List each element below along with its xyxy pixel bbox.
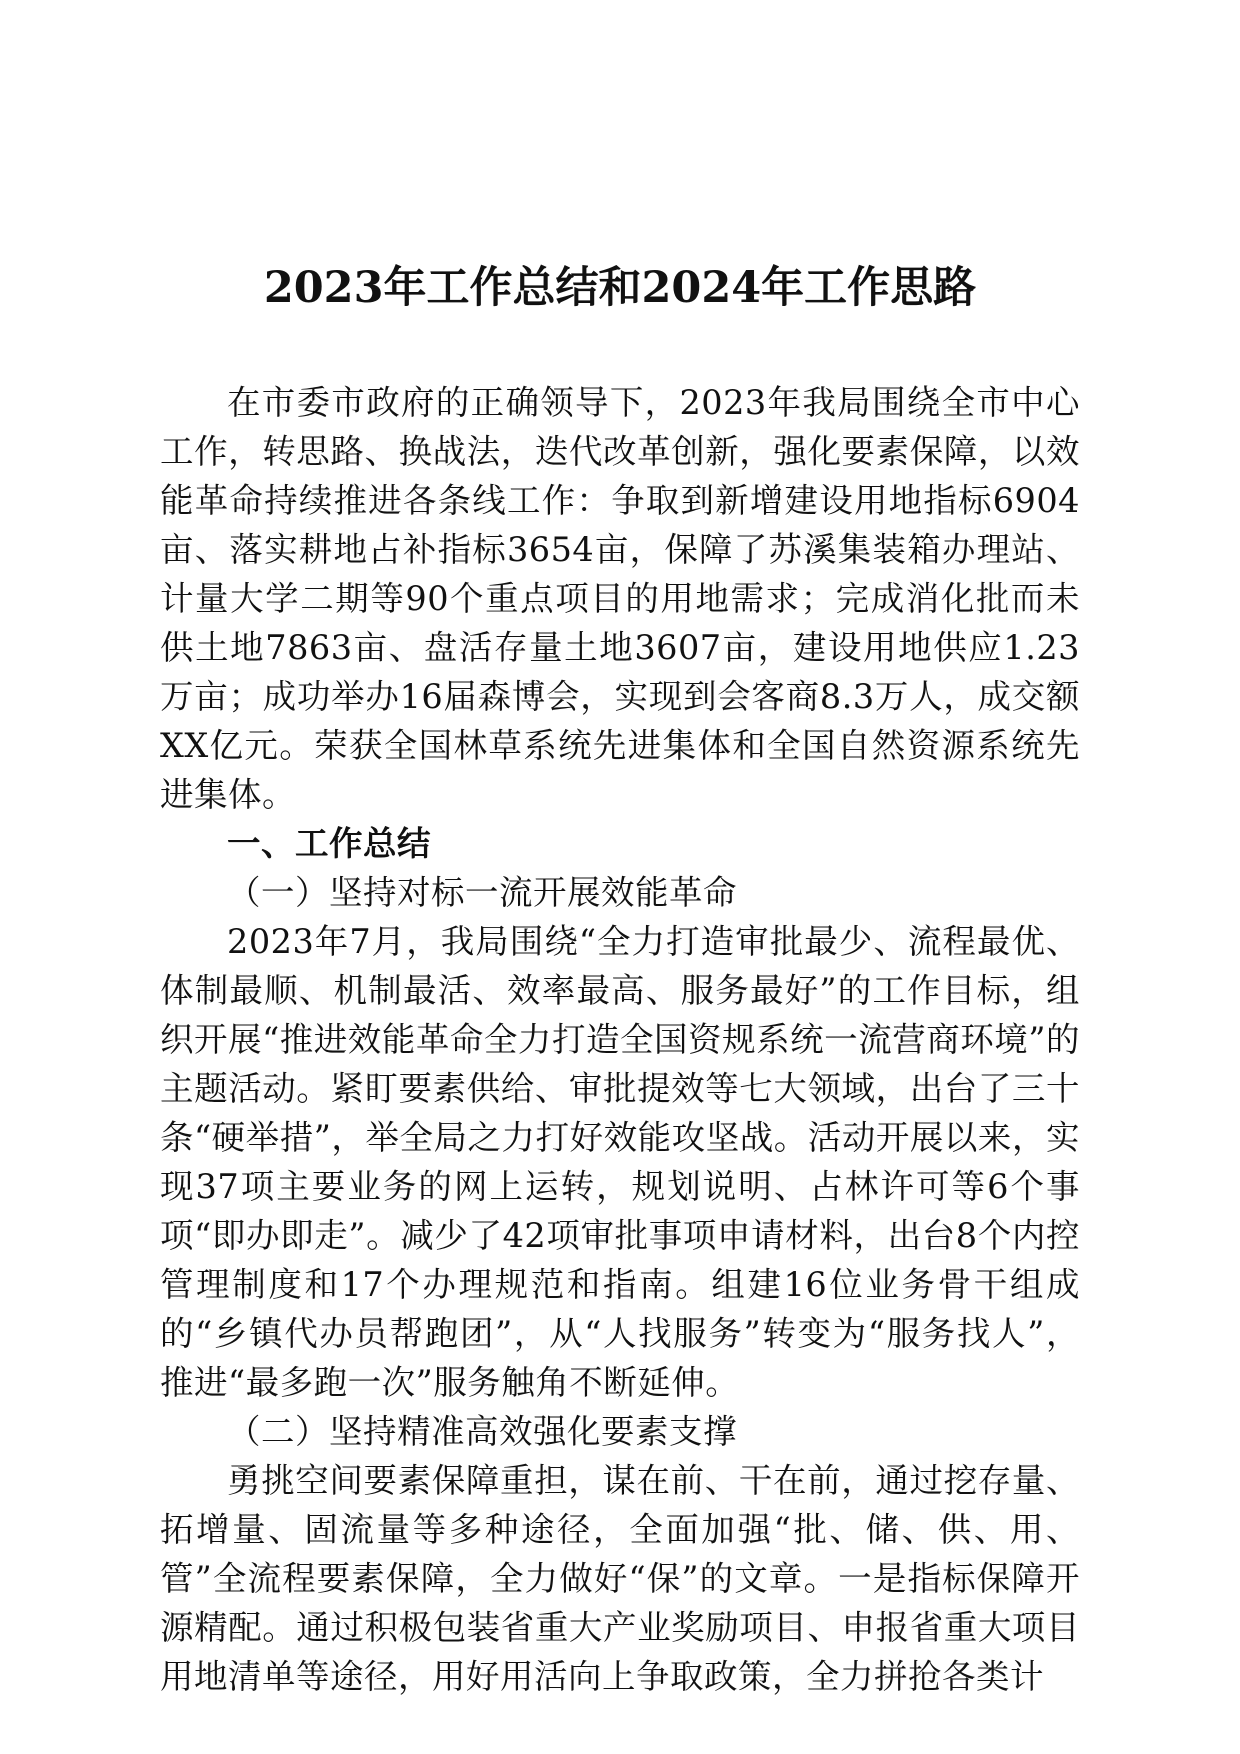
subsection-1-paragraph: 2023年7月，我局围绕“全力打造审批最少、流程最优、体制最顺、机制最活、效率最高、服务最好”的工作目标，组织开展“推进效能革命全力打造全国资规系统一流营商环境”的主题活动。紧盯要素供给、审批提效等七大领域，出台了三十条“硬举措”，举全局之力打好效能攻坚战。活动开展以来，实现37项主要业务的网上运转，规划说明、占林许可等6个事项“即办即走”。减少了42项审批事项申请材料，出台8个内控管理制度和17个办理规范和指南。组建16位业务骨干组成的“乡镇代办员帮跑团”，从“人找服务”转变为“服务找人”，推进“最多跑一次”服务触角不断延伸。 (160, 922, 1080, 1402)
intro-paragraph: 在市委市政府的正确领导下，2023年我局围绕全市中心工作，转思路、换战法，迭代改革创新，强化要素保障，以效能革命持续推进各条线工作：争取到新增建设用地指标6904亩、落实耕地占补指标3654亩，保障了苏溪集装箱办理站、计量大学二期等90个重点项目的用地需求；完成消化批而未供土地7863亩、盘活存量土地3607亩，建设用地供应1.23万亩；成功举办16届森博会，实现到会客商8.3万人，成交额XX亿元。荣获全国林草系统先进集体和全国自然资源系统先进集体。 (160, 383, 1080, 814)
subsection-2-paragraph: 勇挑空间要素保障重担，谋在前、干在前，通过挖存量、拓增量、固流量等多种途径，全面加强“批、储、供、用、管”全流程要素保障，全力做好“保”的文章。一是指标保障开源精配。通过积极包装省重大产业奖励项目、申报省重大项目用地清单等途径，用好用活向上争取政策，全力拼抢各类计 (160, 1461, 1080, 1696)
document-title: 2023年工作总结和2024年工作思路 (263, 263, 977, 313)
subsection-heading-2: （二）坚持精准高效强化要素支撑 (227, 1412, 737, 1451)
subsection-heading-1: （一）坚持对标一流开展效能革命 (227, 873, 737, 912)
section-heading-work-summary: 一、工作总结 (227, 824, 431, 863)
document-body (160, 378, 1080, 1701)
